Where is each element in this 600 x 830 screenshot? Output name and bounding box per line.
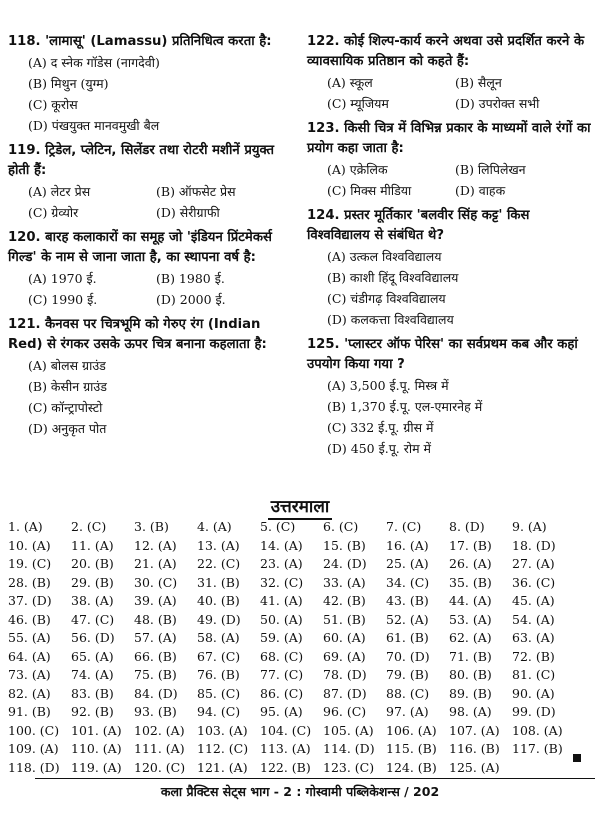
option-d: (D) उपरोक्त सभी	[455, 96, 540, 111]
option-d: (D) पंखयुक्त मानवमुखी बैल	[28, 118, 160, 133]
question-number: 125.	[307, 337, 340, 352]
answer-item: 34. (C)	[386, 574, 430, 590]
answer-item: 60. (A)	[323, 630, 366, 645]
footer-rule	[35, 778, 595, 779]
answer-item: 51. (B)	[323, 611, 366, 627]
answer-item: 102. (A)	[134, 722, 185, 738]
question-121	[8, 315, 298, 439]
option-b: (B) ऑफसेट प्रेस	[156, 184, 236, 199]
answer-item: 100. (C)	[8, 722, 60, 738]
answer-item: 2. (C)	[71, 519, 107, 534]
option-b: (B) सैलून	[455, 75, 502, 90]
answer-item: 1. (A)	[8, 519, 43, 534]
answer-item: 107. (A)	[449, 722, 500, 738]
question-125	[307, 335, 595, 459]
answer-item: 7. (C)	[386, 519, 422, 534]
answer-item: 68. (C)	[260, 648, 304, 664]
answer-item: 27. (A)	[512, 556, 555, 571]
answer-item: 90. (A)	[512, 685, 555, 701]
option-d: (D) वाहक	[455, 183, 506, 198]
answer-item: 45. (A)	[512, 593, 555, 608]
answer-item: 121. (A)	[197, 759, 248, 775]
answer-item: 74. (A)	[71, 667, 114, 682]
question-118	[8, 32, 298, 136]
option-a: (A) स्कूल	[327, 75, 373, 90]
question-number: 120.	[8, 230, 41, 245]
answer-item: 57. (A)	[134, 630, 177, 645]
answer-item: 4. (A)	[197, 519, 232, 534]
answer-item: 47. (C)	[71, 611, 115, 627]
answer-item: 21. (A)	[134, 556, 177, 571]
answer-item: 113. (A)	[260, 741, 311, 756]
answer-item: 22. (C)	[197, 556, 241, 571]
question-number: 124.	[307, 208, 340, 223]
answer-item: 36. (C)	[512, 574, 556, 590]
answer-item: 56. (D)	[71, 630, 115, 645]
answer-item: 42. (B)	[323, 593, 366, 608]
answer-item: 70. (D)	[386, 648, 430, 664]
answer-item: 29. (B)	[71, 574, 114, 590]
question-text: बारह कलाकारों का समूह जो 'इंडियन प्रिंटमेकर्स गिल्ड' के नाम से जाना जाता है, का स्थापना वर्ष है:	[8, 230, 272, 265]
option-b: (B) 1980 ई.	[156, 271, 225, 286]
answer-item: 97. (A)	[386, 704, 429, 719]
answer-item: 25. (A)	[386, 556, 429, 571]
answer-item: 98. (A)	[449, 704, 492, 719]
answer-item: 99. (D)	[512, 704, 556, 719]
answer-item: 96. (C)	[323, 704, 367, 719]
answer-item: 72. (B)	[512, 648, 555, 664]
answer-item: 13. (A)	[197, 537, 240, 553]
option-c: (C) मिक्स मीडिया	[327, 183, 412, 198]
answer-item: 16. (A)	[386, 537, 429, 553]
answer-item: 3. (B)	[134, 519, 169, 534]
answer-item: 40. (B)	[197, 593, 240, 608]
answer-item: 105. (A)	[323, 722, 374, 738]
option-c: (C) 332 ई.पू. ग्रीस में	[327, 420, 434, 435]
answer-item: 55. (A)	[8, 630, 51, 645]
answer-key-heading: उत्तरमाला	[0, 494, 600, 517]
answer-item: 66. (B)	[134, 648, 177, 664]
option-d: (D) कलकत्ता विश्वविद्यालय	[327, 312, 454, 327]
option-c: (C) कूरोस	[28, 97, 78, 112]
answer-item: 120. (C)	[134, 759, 186, 775]
answer-item: 33. (A)	[323, 574, 366, 590]
option-b: (B) 1,370 ई.पू. एल-एमारनेह में	[327, 399, 483, 414]
answer-item: 26. (A)	[449, 556, 492, 571]
answer-item: 73. (A)	[8, 667, 51, 682]
answer-item: 108. (A)	[512, 722, 563, 738]
answer-item: 6. (C)	[323, 519, 359, 534]
question-text: कोई शिल्प-कार्य करने अथवा उसे प्रदर्शित करने के व्यावसायिक प्रतिष्ठान को कहते हैं:	[307, 34, 585, 69]
answer-item: 67. (C)	[197, 648, 241, 664]
answer-item: 69. (A)	[323, 648, 366, 664]
answer-item: 49. (D)	[197, 611, 241, 627]
answer-item: 103. (A)	[197, 722, 248, 738]
answer-item: 65. (A)	[71, 648, 114, 664]
answer-item: 9. (A)	[512, 519, 547, 534]
answer-item: 64. (A)	[8, 648, 51, 664]
option-b: (B) काशी हिंदू विश्वविद्यालय	[327, 270, 459, 285]
answer-item: 81. (C)	[512, 667, 556, 682]
answer-item: 118. (D)	[8, 759, 60, 775]
answer-item: 84. (D)	[134, 685, 178, 701]
answer-item: 62. (A)	[449, 630, 492, 645]
answer-item: 39. (A)	[134, 593, 177, 608]
option-a: (A) बोलस ग्राउंड	[28, 358, 106, 373]
answer-item: 119. (A)	[71, 759, 122, 775]
answer-item: 123. (C)	[323, 759, 375, 775]
answer-item: 122. (B)	[260, 759, 311, 775]
answer-item: 104. (C)	[260, 722, 312, 738]
answer-item: 86. (C)	[260, 685, 304, 701]
question-text: ट्रिडेल, प्लेटिन, सिलेंडर तथा रोटरी मशीनें प्रयुक्त होती हैं:	[8, 143, 275, 178]
answer-item: 37. (D)	[8, 593, 52, 608]
answer-item: 53. (A)	[449, 611, 492, 627]
question-number: 122.	[307, 34, 340, 49]
answer-item: 61. (B)	[386, 630, 429, 645]
answer-item: 71. (B)	[449, 648, 492, 664]
answer-item: 11. (A)	[71, 537, 114, 553]
option-b: (B) केसीन ग्राउंड	[28, 379, 107, 394]
answer-item: 85. (C)	[197, 685, 241, 701]
option-d: (D) अनुकृत पोत	[28, 421, 107, 436]
answer-item: 76. (B)	[197, 667, 240, 682]
option-a: (A) द स्नेक गॉडेस (नागदेवी)	[28, 55, 160, 70]
question-124	[307, 206, 595, 330]
answer-item: 83. (B)	[71, 685, 114, 701]
answer-item: 28. (B)	[8, 574, 51, 590]
answer-item: 109. (A)	[8, 741, 59, 756]
answer-item: 124. (B)	[386, 759, 437, 775]
answer-item: 80. (B)	[449, 667, 492, 682]
answer-item: 12. (A)	[134, 537, 177, 553]
option-c: (C) म्यूजियम	[327, 96, 389, 111]
question-122	[307, 32, 595, 114]
right-column	[307, 32, 595, 464]
option-a: (A) 3,500 ई.पू. मिस्त्र में	[327, 378, 449, 393]
question-120	[8, 228, 298, 310]
answer-item: 44. (A)	[449, 593, 492, 608]
answer-item: 92. (B)	[71, 704, 114, 719]
answer-item: 114. (D)	[323, 741, 375, 756]
answer-item: 14. (A)	[260, 537, 303, 553]
answer-key-grid	[8, 518, 598, 777]
answer-item: 5. (C)	[260, 519, 296, 534]
answer-item: 59. (A)	[260, 630, 303, 645]
answer-item: 111. (A)	[134, 741, 185, 756]
answer-item: 10. (A)	[8, 537, 51, 553]
answer-item: 117. (B)	[512, 741, 563, 756]
answer-item: 75. (B)	[134, 667, 177, 682]
answer-item: 50. (A)	[260, 611, 303, 627]
option-b: (B) मिथुन (युग्म)	[28, 76, 109, 91]
answer-item: 17. (B)	[449, 537, 492, 553]
answer-item: 115. (B)	[386, 741, 437, 756]
answer-item: 24. (D)	[323, 556, 367, 571]
option-b: (B) लिपिलेखन	[455, 162, 526, 177]
answer-item: 43. (B)	[386, 593, 429, 608]
answer-item: 106. (A)	[386, 722, 437, 738]
answer-item: 78. (D)	[323, 667, 367, 682]
answer-item: 94. (C)	[197, 704, 241, 719]
answer-item: 32. (C)	[260, 574, 304, 590]
answer-item: 46. (B)	[8, 611, 51, 627]
answer-item: 23. (A)	[260, 556, 303, 571]
answer-item: 101. (A)	[71, 722, 122, 738]
answer-item: 15. (B)	[323, 537, 366, 553]
answer-item: 38. (A)	[71, 593, 114, 608]
answer-item: 79. (B)	[386, 667, 429, 682]
option-a: (A) लेटर प्रेस	[28, 184, 91, 199]
answer-item: 110. (A)	[71, 741, 122, 756]
question-text: 'प्लास्टर ऑफ पेरिस' का सर्वप्रथम कब और कहां उपयोग किया गया ?	[307, 337, 578, 372]
question-text: किसी चित्र में विभिन्न प्रकार के माध्यमों वाले रंगों का प्रयोग कहा जाता है:	[307, 121, 591, 156]
answer-item: 20. (B)	[71, 556, 114, 571]
option-c: (C) चंडीगढ़ विश्वविद्यालय	[327, 291, 446, 306]
answer-item: 77. (C)	[260, 667, 304, 682]
answer-item: 41. (A)	[260, 593, 303, 608]
option-d: (D) सेरीग्राफी	[156, 205, 220, 220]
answer-item: 87. (D)	[323, 685, 367, 701]
question-number: 119.	[8, 143, 41, 158]
answer-item: 19. (C)	[8, 556, 52, 571]
answer-item: 8. (D)	[449, 519, 485, 534]
option-d: (D) 450 ई.पू. रोम में	[327, 441, 432, 456]
answer-item: 95. (A)	[260, 704, 303, 719]
answer-item: 91. (B)	[8, 704, 51, 719]
answer-item: 54. (A)	[512, 611, 555, 627]
option-a: (A) उत्कल विश्वविद्यालय	[327, 249, 442, 264]
answer-item: 89. (B)	[449, 685, 492, 701]
answer-item: 30. (C)	[134, 574, 178, 590]
left-column	[8, 32, 298, 444]
answer-item: 63. (A)	[512, 630, 555, 645]
option-c: (C) ग्रेव्योर	[28, 205, 79, 220]
answer-item: 58. (A)	[197, 630, 240, 645]
page-footer: कला प्रैक्टिस सेट्स भाग - 2 : गोस्वामी पब्लिकेशन्स / 202	[160, 784, 440, 799]
answer-item: 52. (A)	[386, 611, 429, 627]
question-119	[8, 141, 298, 223]
end-square-marker	[573, 754, 581, 762]
answer-item: 18. (D)	[512, 537, 556, 553]
answer-item: 112. (C)	[197, 741, 249, 756]
answer-item: 35. (B)	[449, 574, 492, 590]
question-number: 123.	[307, 121, 340, 136]
question-text: 'लामासू' (Lamassu) प्रतिनिधित्व करता है:	[45, 34, 272, 49]
option-d: (D) 2000 ई.	[156, 292, 226, 307]
answer-item: 48. (B)	[134, 611, 177, 627]
option-c: (C) कॉन्ट्रापोस्टो	[28, 400, 103, 415]
option-a: (A) एक्रेलिक	[327, 162, 388, 177]
answer-item: 88. (C)	[386, 685, 430, 701]
answer-item: 93. (B)	[134, 704, 177, 719]
answer-item: 125. (A)	[449, 759, 500, 775]
question-123	[307, 119, 595, 201]
option-a: (A) 1970 ई.	[28, 271, 97, 286]
question-number: 118.	[8, 34, 41, 49]
question-number: 121.	[8, 317, 41, 332]
question-text: प्रस्तर मूर्तिकार 'बलवीर सिंह कट्ट' किस विश्वविद्यालय से संबंधित थे?	[307, 208, 530, 243]
option-c: (C) 1990 ई.	[28, 292, 98, 307]
answer-item: 31. (B)	[197, 574, 240, 590]
question-text: कैनवस पर चित्रभूमि को गेरुए रंग (Indian Red) से रंगकर उसके ऊपर चित्र बनाना कहलाता है:	[8, 317, 267, 352]
answer-item: 116. (B)	[449, 741, 500, 756]
answer-item: 82. (A)	[8, 685, 51, 701]
